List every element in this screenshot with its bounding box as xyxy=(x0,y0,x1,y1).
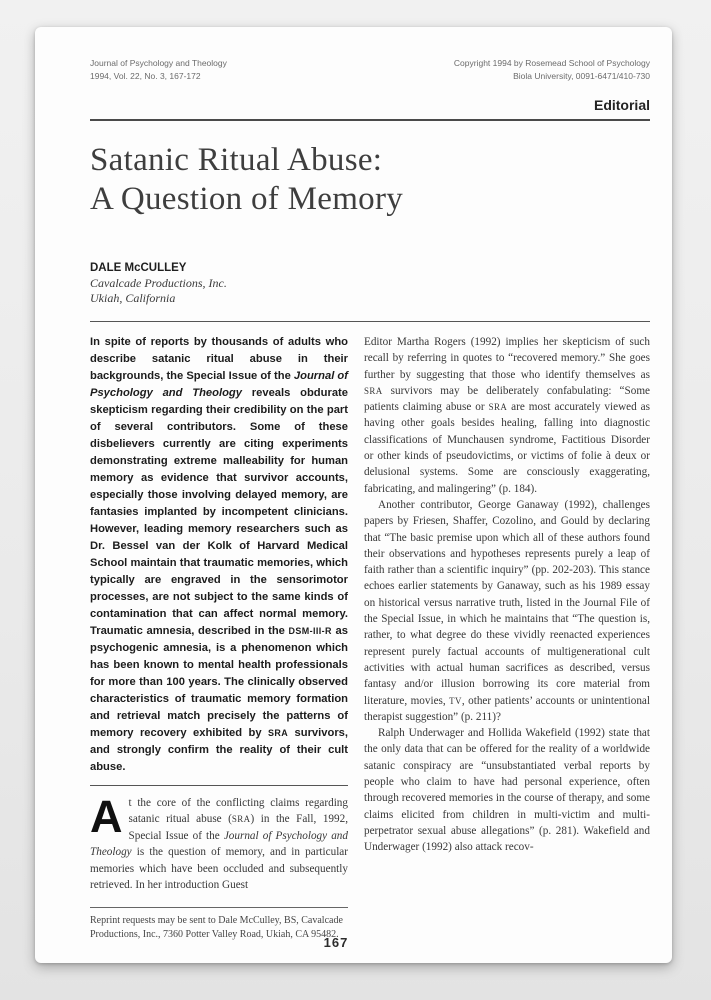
author-name: DALE McCULLEY xyxy=(90,262,187,274)
article-title-line2: A Question of Memory xyxy=(90,181,404,217)
article-title xyxy=(90,141,650,219)
abstract-text: In spite of reports by thousands of adults who describe satanic ritual abuse in their backgrounds, the Special Issue of the Journal of Psychology and Theology reveals obdurate skepticism regarding their credibility on the part of several contributors. Some of these disbelievers currently are citing experiments demonstrating extreme malleability for human memory as evidence that survivor accounts, especially those involving delayed memory, are fantasies implanted by incompetent clinicians. However, leading memory researchers such as Dr. Bessel van der Kolk of Harvard Medical School maintain that traumatic memories, which typically are engraved in the sensorimotor processes, are not subject to the same kinds of contamination that can affect normal memory. Traumatic amnesia, described in the DSM-III-R as psychogenic amnesia, is a phenomenon which has been known to mental health professionals for more than 100 years. The clinically observed characteristics of traumatic memory formation and retrieval match precisely the patterns of memory recovery exhibited by SRA survivors, and strongly confirm the reality of their cult abuse. xyxy=(90,336,349,773)
abstract-divider xyxy=(90,785,348,786)
footnote-divider xyxy=(90,907,348,908)
intro-paragraph-text: t the core of the conflicting claims regarding satanic ritual abuse (SRA) in the Fall, 1992, Special Issue of the Journal of Psychology and Theology is the question of memory, and in particular memories which have been occluded and subsequently retrieved. In her introduction Guest xyxy=(90,797,349,892)
intro-paragraph xyxy=(90,791,349,893)
header-divider xyxy=(90,119,650,121)
right-column xyxy=(364,334,650,941)
journal-page xyxy=(35,27,672,963)
copyright-block xyxy=(454,57,650,82)
journal-citation xyxy=(90,57,227,82)
author-block xyxy=(90,261,650,306)
journal-issue: 1994, Vol. 22, No. 3, 167-172 xyxy=(90,70,201,81)
author-affiliation: Cavalcade Productions, Inc. xyxy=(90,276,227,290)
reprint-footnote: Reprint requests may be sent to Dale McCulley, BS, Cavalcade Productions, Inc., 7360 Potter Valley Road, Ukiah, CA 95482. xyxy=(90,915,343,940)
drop-cap: A xyxy=(90,791,123,842)
section-label: Editorial xyxy=(593,97,650,113)
author-divider xyxy=(90,321,650,322)
article-body xyxy=(90,334,650,941)
author-location: Ukiah, California xyxy=(90,291,176,305)
article-title-line1: Satanic Ritual Abuse: xyxy=(90,142,383,178)
left-column xyxy=(90,334,348,941)
journal-header xyxy=(90,57,650,82)
page-number: 167 xyxy=(323,935,349,950)
copyright-line: Copyright 1994 by Rosemead School of Psychology xyxy=(453,58,650,68)
body-paragraph: Ralph Underwager and Hollida Wakefield (1992) state that the only data that can be offered for the reality of a worldwide satanic conspiracy are “unsubstantiated verbal reports by people who claim to have had personal experience, often through recovered memories in the course of therapy, and some claims elicited from children in multi-victim and multi-perpetrator sexual abuse allegations” (p. 281). Wakefield and Underwager (1992) also attack recov- xyxy=(364,727,650,854)
publisher-line: Biola University, 0091-6471/410-730 xyxy=(513,70,650,81)
body-paragraph: Another contributor, George Ganaway (1992), challenges papers by Friesen, Shaffer, Cozolino, and Gould by declaring that “The basic premise upon which all of these authors found their observations and hypotheses represents purely a leap of faith rather than a scientific inquiry” (pp. 202-203). This stance echoes earlier statements by Ganaway, such as his 1989 essay on historical versus narrative truth, listed in the Journal File of the Special Issue, in which he maintains that “The question is, rather, to what degree do these vividly reenacted experiences represent purely factual accounts of multigenerational cult activities with actual human sacrifices as described, versus fantasy and/or illusion borrowing its core material from literature, movies, TV, other patients’ accounts or unintentional therapist suggestion” (p. 211)? xyxy=(364,498,650,723)
body-paragraph: Editor Martha Rogers (1992) implies her skepticism of such recall by referring in quotes to “recovered memory.” She goes further by suggesting that those who identify themselves as SRA survivors may be deliberately confabulating: “Some patients claiming abuse or SRA are most accurately viewed as having other goals besides healing, falling into diagnostic classifications of Munchausen syndrome, Factitious Disorder or other kinds of pseudovictims, or victims of folie à deux or delusional systems. Some are consciously exaggerating, fabricating, and malingering” (p. 184). xyxy=(364,336,651,495)
journal-name: Journal of Psychology and Theology xyxy=(90,58,227,68)
